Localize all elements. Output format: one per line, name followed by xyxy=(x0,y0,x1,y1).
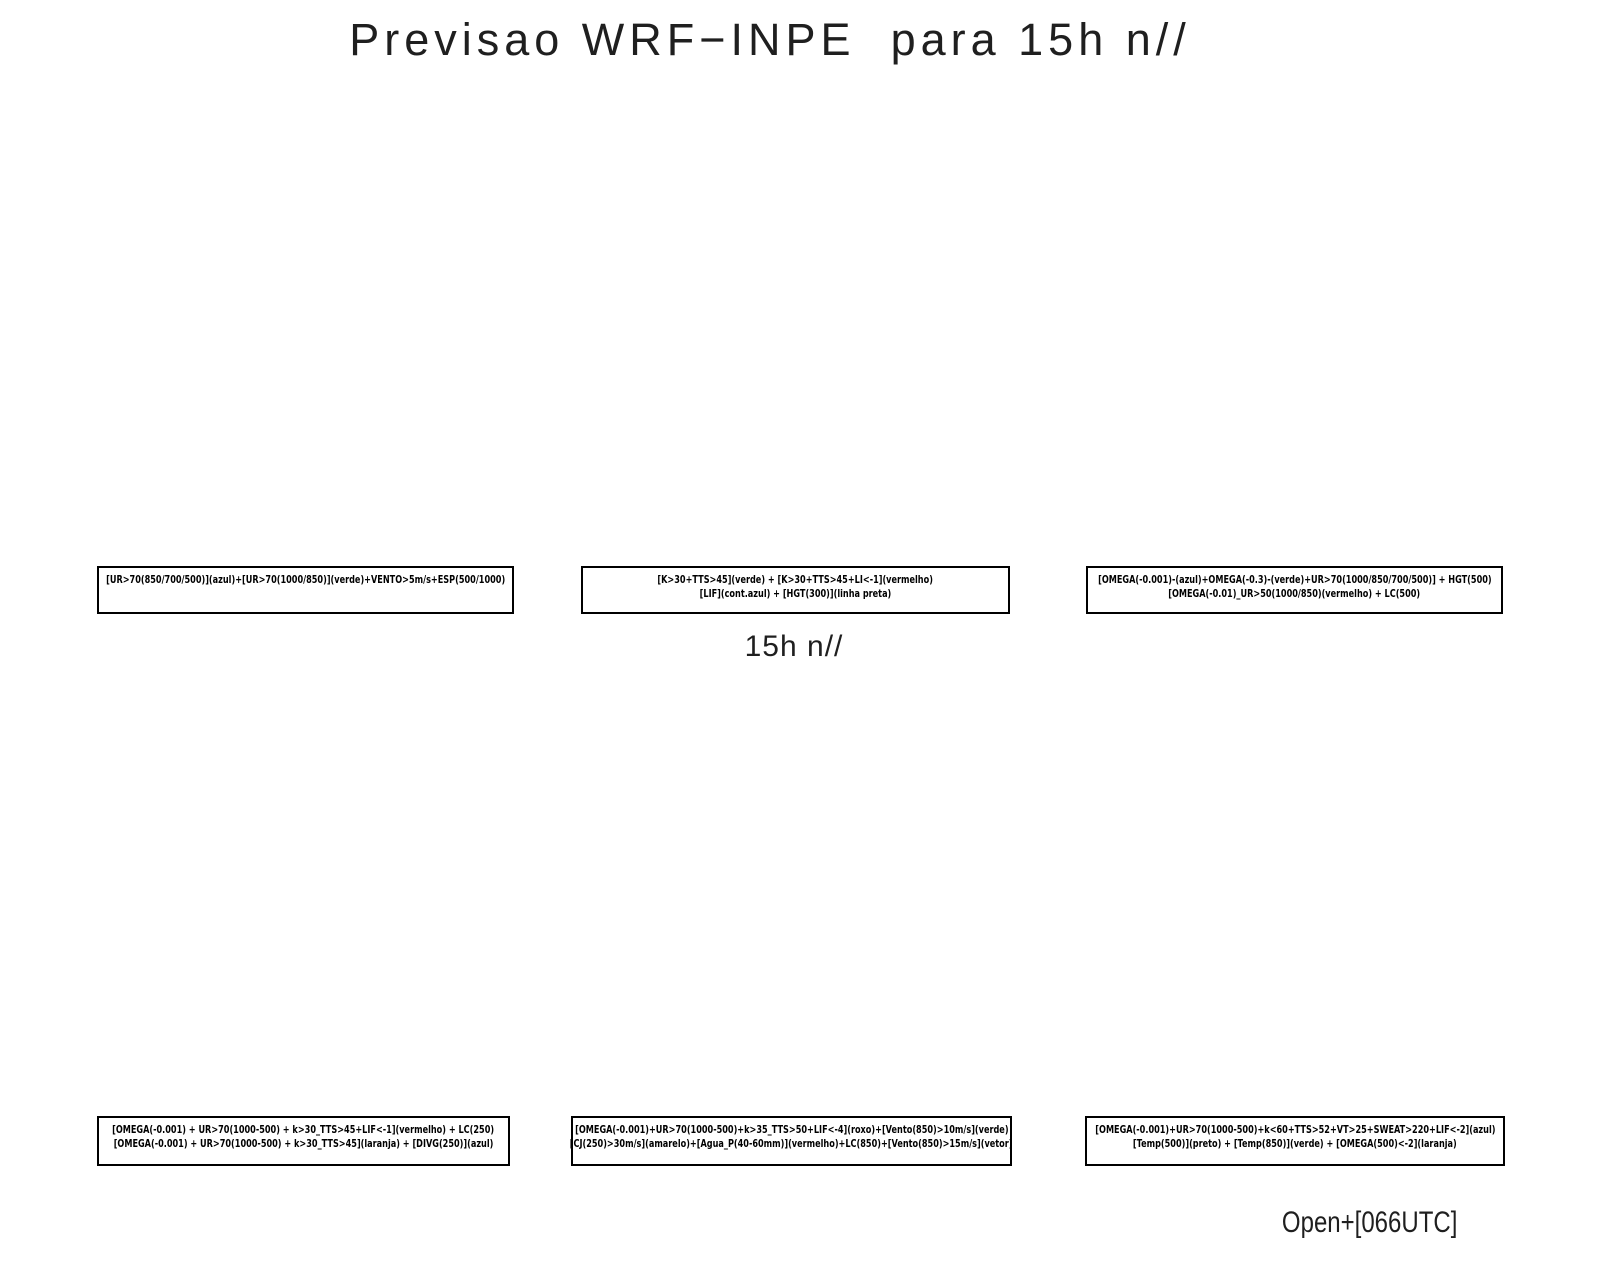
page-title: Previsao WRF−INPE para 15h n// xyxy=(349,14,1191,65)
footer-open-label-text: Open+[066UTC] xyxy=(1281,1206,1458,1239)
legend-text-line: [OMEGA(-0.001) + UR>70(1000-500) + k>30_TTS>45](laranja) + [DIVG(250)](azul) xyxy=(113,1137,494,1150)
legend-text-line: [UR>70(850/700/500)](azul)+[UR>70(1000/850)](verde)+VENTO>5m/s+ESP(500/1000) xyxy=(105,573,506,586)
center-time-label: 15h n// xyxy=(744,630,844,663)
legend-text-line: [OMEGA(-0.001)+UR>70(1000-500)+k>35_TTS>50+LIF<-4](roxo)+[Vento(850)>10m/s](verde) xyxy=(574,1123,1009,1136)
legend-text-line: [OMEGA(-0.01)_UR>50(1000/850)(vermelho) + LC(500) xyxy=(1168,587,1421,600)
legend-text-line: [K>30+TTS>45](verde) + [K>30+TTS>45+LI<-1](vermelho) xyxy=(657,573,934,586)
legend-box-bottom-center xyxy=(571,1116,1012,1166)
legend-box-top-center xyxy=(581,566,1010,614)
legend-box-bottom-right xyxy=(1085,1116,1505,1166)
legend-text-line: [OMEGA(-0.001)-(azul)+OMEGA(-0.3)-(verde)+UR>70(1000/850/700/500)] + HGT(500) xyxy=(1097,573,1492,586)
legend-box-top-left xyxy=(97,566,514,614)
legend-text-line: [Temp(500)](preto) + [Temp(850)](verde) + [OMEGA(500)<-2](laranja) xyxy=(1133,1137,1457,1150)
legend-box-bottom-left xyxy=(97,1116,510,1166)
legend-box-top-right xyxy=(1086,566,1503,614)
legend-text-line: [OMEGA(-0.001)+UR>70(1000-500)+k<60+TTS>52+VT>25+SWEAT>220+LIF<-2](azul) xyxy=(1094,1123,1496,1136)
legend-text-line: [OMEGA(-0.001) + UR>70(1000-500) + k>30_TTS>45+LIF<-1](vermelho) + LC(250) xyxy=(112,1123,495,1136)
legend-text-line: [CJ(250)>30m/s](amarelo)+[Agua_P(40-60mm)](vermelho)+LC(850)+[Vento(850)>15m/s](vetor) xyxy=(570,1137,1013,1150)
footer-open-label xyxy=(1203,1172,1503,1274)
legend-text-line: [LIF](cont.azul) + [HGT(300)](linha preta) xyxy=(699,587,892,600)
